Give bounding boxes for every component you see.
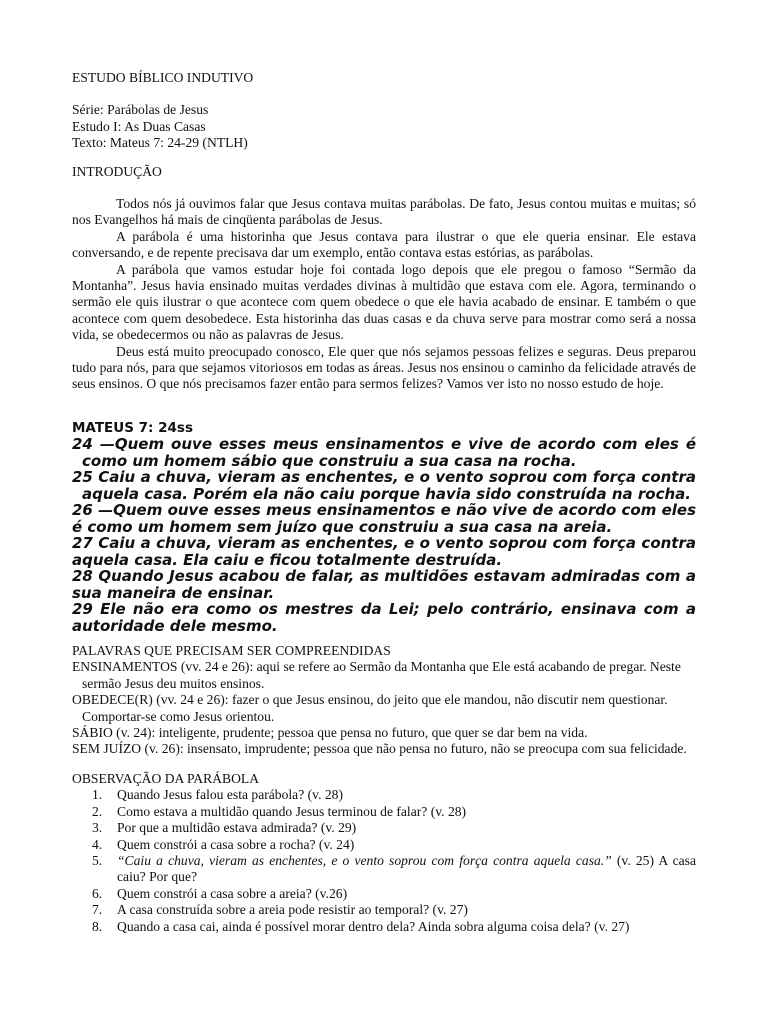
verse-24 — [72, 436, 696, 469]
verse-number: 26 — [72, 501, 93, 519]
intro-section — [72, 196, 696, 393]
verse-number: 27 — [72, 534, 93, 552]
verse-27 — [72, 535, 696, 568]
vocab-item-obedecer: OBEDECE(R) (vv. 24 e 26): fazer o que Jesus ensinou, do jeito que ele mandou, não discutir nem questionar. Comportar-se como Jesus orientou. — [72, 692, 668, 724]
item-number: 3. — [92, 820, 103, 836]
vocabulary-heading: PALAVRAS QUE PRECISAM SER COMPREENDIDAS — [72, 643, 391, 658]
verse-28 — [72, 568, 696, 601]
intro-paragraph-1: Todos nós já ouvimos falar que Jesus contava muitas parábolas. De fato, Jesus contou muitas e muitas; só nos Evangelhos há mais de cinqüenta parábolas de Jesus. — [72, 196, 696, 228]
verse-text: Caiu a chuva, vieram as enchentes, e o vento soprou com força contra aquela casa. Porém ela não caiu porque havia sido construída na rocha. — [82, 468, 696, 503]
verse-25 — [72, 469, 696, 502]
verse-29 — [72, 601, 696, 634]
item-text: Como estava a multidão quando Jesus terminou de falar? (v. 28) — [117, 803, 467, 819]
list-item — [72, 837, 696, 853]
item-number: 8. — [92, 918, 103, 934]
verse-text: —Quem ouve esses meus ensinamentos e não vive de acordo com eles é como um homem sem juízo que construiu a sua casa na areia. — [72, 501, 696, 536]
verse-number: 28 — [72, 567, 93, 585]
list-item — [72, 820, 696, 836]
scripture-passage — [72, 420, 696, 634]
item-text: Quem constrói a casa sobre a rocha? (v. 24) — [117, 836, 355, 852]
intro-paragraph-2: A parábola é uma historinha que Jesus contava para ilustrar o que ele queria ensinar. Ele estava conversando, e de repente precisava dar um exemplo, então contava estas estórias, as parábolas. — [72, 228, 696, 261]
study-line: Estudo I: As Duas Casas — [72, 118, 206, 134]
item-number: 7. — [92, 902, 103, 918]
item-text: Quando a casa cai, ainda é possível morar dentro dela? Ainda sobra alguma coisa dela? (v. 27) — [117, 918, 630, 934]
document-title: ESTUDO BÍBLICO INDUTIVO — [72, 70, 254, 85]
vocab-item-ensinamentos: ENSINAMENTOS (vv. 24 e 26): aqui se refere ao Sermão da Montanha que Ele está acabando de pregar. Neste sermão Jesus deu muitos ensinos. — [72, 659, 681, 691]
item-quote: “Caiu a chuva, vieram as enchentes, e o vento soprou com força contra aquela casa.” — [117, 853, 612, 869]
document-header — [72, 70, 696, 180]
list-item — [72, 787, 696, 803]
item-number: 1. — [92, 787, 103, 803]
text-reference-line: Texto: Mateus 7: 24-29 (NTLH) — [72, 135, 248, 151]
item-number: 5. — [92, 853, 103, 869]
item-text: A casa construída sobre a areia pode resistir ao temporal? (v. 27) — [117, 902, 468, 918]
verse-text: Caiu a chuva, vieram as enchentes, e o vento soprou com força contra aquela casa. Ela caiu e ficou totalmente destruída. — [72, 534, 696, 569]
spacer — [72, 152, 696, 164]
item-text: (v. 25) A casa caiu? Por que? — [117, 853, 696, 885]
intro-heading: INTRODUÇÃO — [72, 163, 162, 179]
observation-section — [72, 771, 696, 935]
verse-number: 29 — [72, 600, 93, 618]
intro-paragraph-3: A parábola que vamos estudar hoje foi contada logo depois que ele pregou o famoso “Sermão da Montanha”. Jesus havia ensinado muitas verdades divinas à multidão que estava com ele. Agora, terminando o sermão ele quis ilustrar o que acontece com quem obedece o que ele havia acabado de ensinar. E também o que acontece com quem desobedece. Esta historinha das duas casas e da chuva serve para mostrar como será a nossa vida, se obedecermos ou não as palavras de Jesus. — [72, 261, 696, 343]
list-item — [72, 853, 696, 886]
list-item — [72, 886, 696, 902]
passage-heading: MATEUS 7: 24ss — [72, 420, 193, 436]
spacer — [72, 86, 696, 102]
item-number: 4. — [92, 836, 103, 852]
verse-text: Ele não era como os mestres da Lei; pelo contrário, ensinava com a autoridade dele mesmo. — [72, 600, 696, 635]
list-item — [72, 902, 696, 918]
item-text: Quem constrói a casa sobre a areia? (v.26) — [117, 885, 348, 901]
verse-26 — [72, 502, 696, 535]
vocab-item-sem-juizo: SEM JUÍZO (v. 26): insensato, imprudente; pessoa que não pensa no futuro, não se preocupa com sua felicidade. — [72, 741, 687, 757]
verse-text: Quando Jesus acabou de falar, as multidões estavam admiradas com a sua maneira de ensinar. — [72, 567, 696, 602]
verse-number: 25 — [72, 468, 93, 486]
verse-number: 24 — [72, 435, 93, 453]
vocab-item-sabio: SÁBIO (v. 24): inteligente, prudente; pessoa que pensa no futuro, que quer se dar bem na vida. — [72, 725, 588, 741]
item-text: Quando Jesus falou esta parábola? (v. 28) — [117, 787, 343, 803]
item-number: 6. — [92, 885, 103, 901]
list-item — [72, 919, 696, 935]
item-text: Por que a multidão estava admirada? (v. 29) — [117, 820, 357, 836]
observation-list — [72, 787, 696, 935]
observation-heading: OBSERVAÇÃO DA PARÁBOLA — [72, 771, 260, 786]
verse-text: —Quem ouve esses meus ensinamentos e vive de acordo com eles é como um homem sábio que construiu a sua casa na rocha. — [82, 435, 696, 470]
series-line: Série: Parábolas de Jesus — [72, 102, 209, 118]
vocabulary-section — [72, 643, 696, 758]
list-item — [72, 804, 696, 820]
item-number: 2. — [92, 803, 103, 819]
intro-paragraph-4: Deus está muito preocupado conosco, Ele quer que nós sejamos pessoas felizes e seguras. Deus preparou tudo para nós, para que sejamos vitoriosos em todas as áreas. Jesus nos ensinou o caminho da felicidade através de seus ensinos. O que nós precisamos fazer então para sermos felizes? Vamos ver isto no nosso estudo de hoje. — [72, 343, 697, 392]
